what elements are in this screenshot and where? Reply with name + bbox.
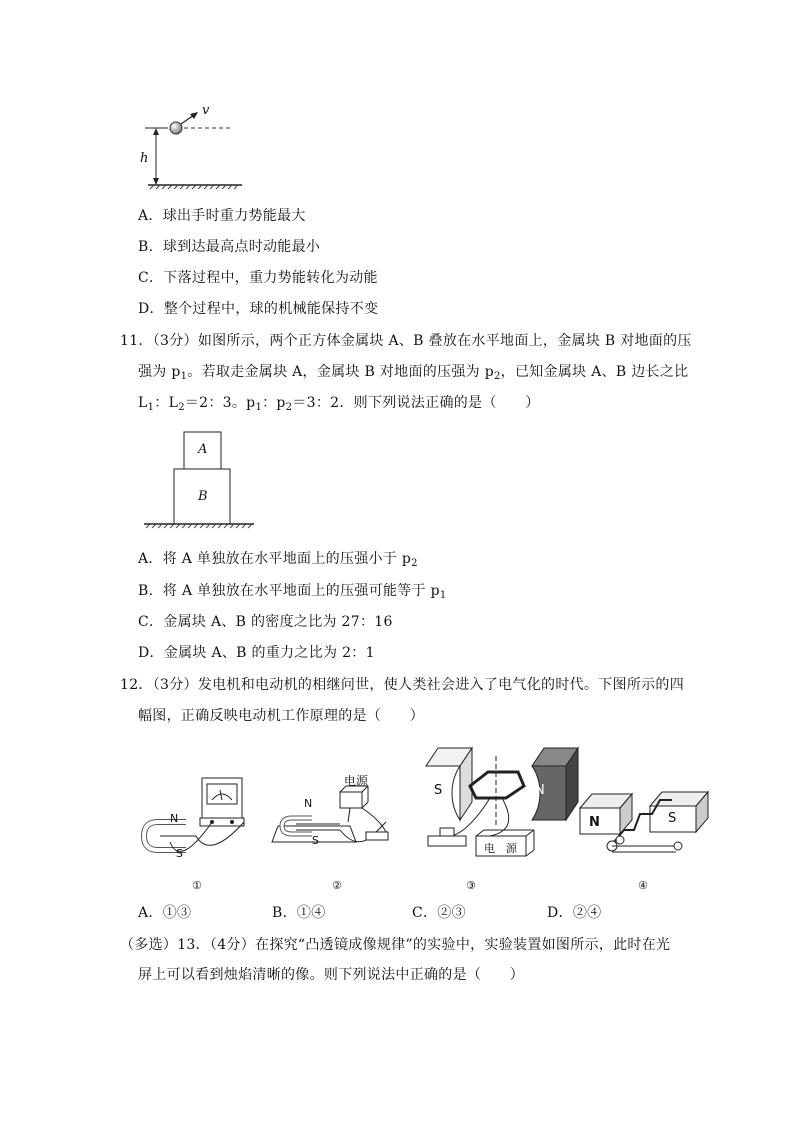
fig3-power-label: 电 源 [484, 842, 517, 855]
block-b-label: B [198, 489, 208, 504]
q12-stem-line2: 幅图，正确反映电动机工作原理的是（ ） [138, 708, 424, 724]
caption-3: ③ [466, 879, 476, 892]
q12-stem-line1: 12．（3分）发电机和电动机的相继问世，使人类社会进入了电气化的时代。下图所示的四 [120, 677, 685, 693]
q10-option-d: D．整个过程中，球的机械能保持不变 [138, 301, 379, 317]
figure-2-motor-rails [272, 786, 388, 842]
velocity-label: v [202, 103, 210, 118]
q13-stem-line1: （多选）13．（4分）在探究“凸透镜成像规律”的实验中，实验装置如图所示，此时在光 [120, 937, 671, 953]
fig2-power-label: 电源 [344, 774, 369, 788]
fig4-s-label: S [668, 811, 677, 826]
q10-option-c: C．下落过程中，重力势能转化为动能 [138, 270, 378, 286]
caption-1: ① [192, 879, 202, 892]
fig1-n-label: N [170, 812, 179, 825]
fig2-n-label: N [304, 797, 313, 810]
q11-option-b: B．将 A 单独放在水平地面上的压强可能等于 $p_1$ [138, 583, 447, 601]
q12-option-d: D．②④ [547, 905, 602, 921]
fig4-n-label: N [589, 815, 600, 830]
q11-stem-line1: 11．（3分）如图所示，两个正方体金属块 A、B 叠放在水平地面上，金属块 B 对地面的压 [120, 333, 692, 349]
q11-option-a: A．将 A 单独放在水平地面上的压强小于 $p_2$ [138, 551, 418, 569]
q12-option-b: B．①④ [272, 905, 326, 921]
q12-option-a: A．①③ [138, 905, 192, 921]
q11-stem-line3: $L_1$：$L_2=2$：3。$p_1$：$p_2=3$：2．则下列说法正确的是（ ） [138, 395, 540, 413]
q11-option-c: C．金属块 A、B 的密度之比为 27：16 [138, 614, 393, 630]
q10-option-b: B．球到达最高点时动能最小 [138, 239, 321, 255]
fig1-s-label: S [176, 847, 183, 860]
caption-2: ② [332, 879, 342, 892]
q12-option-c: C．②③ [412, 905, 466, 921]
figure-1-galvanometer [144, 778, 244, 851]
height-label: h [140, 151, 149, 166]
q11-stem-line2: 强为 $p_1$。若取走金属块 A，金属块 B 对地面的压强为 $p_2$，已知金属块 A、B 边长之比 [138, 364, 689, 382]
block-a-label: A [198, 442, 208, 457]
fig3-n-label: N [535, 783, 545, 798]
fig2-s-label: S [312, 834, 319, 847]
q10-option-a: A．球出手时重力势能最大 [138, 208, 306, 224]
q11-option-d: D．金属块 A、B 的重力之比为 2：1 [138, 645, 375, 661]
fig3-s-label: S [434, 783, 443, 798]
q13-stem-line2: 屏上可以看到烛焰清晰的像。则下列说法中正确的是（ ） [138, 967, 525, 983]
caption-4: ④ [638, 879, 648, 892]
